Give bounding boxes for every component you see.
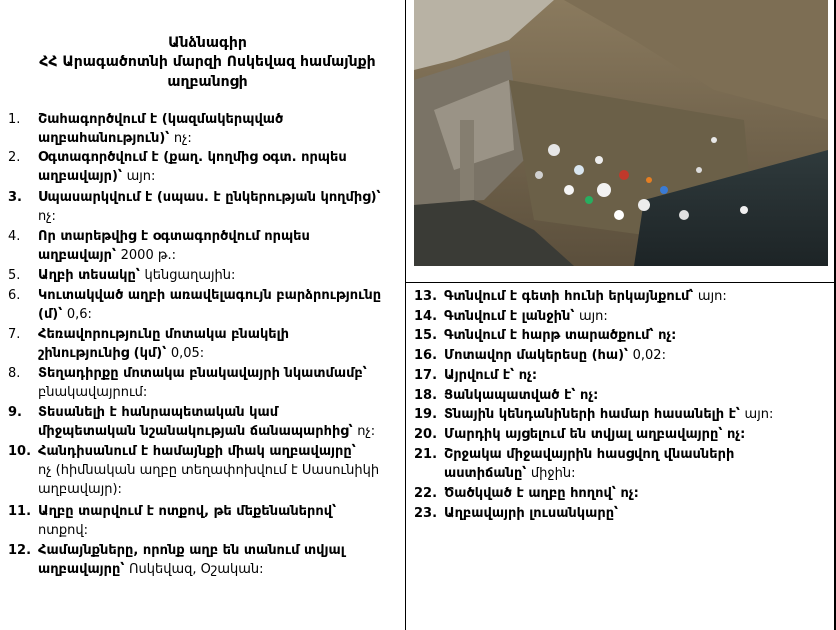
item-label: աղբավայրը՝: [38, 562, 129, 577]
item-line: [38, 383, 147, 402]
item-value: ոչ:: [620, 486, 639, 501]
item-line: [38, 246, 176, 265]
item-value: ոչ:: [357, 424, 376, 439]
item-value: ոչ (հիմնական աղբը տեղափոխվում է Սասունիկի: [38, 463, 380, 478]
item-value: ոչ:: [726, 426, 746, 442]
item-value: այո:: [744, 407, 774, 423]
item-line: [444, 346, 666, 365]
item-number: 9.: [8, 405, 22, 420]
item-label: Հանդիսանում է համայնքի միակ աղբավայրը՝: [38, 444, 356, 459]
item-line: [38, 148, 347, 167]
landfill-photo: [414, 0, 828, 266]
item-label: Տեղադիրքը մոտակա բնակավայրի նկատմամբ՝: [38, 366, 367, 381]
item-line: [38, 266, 235, 285]
item-label: Որ տարեթվից է օգտագործվում որպես: [38, 229, 310, 244]
item-value: 0,6:: [66, 307, 92, 322]
item-number: 21.: [414, 446, 438, 462]
item-line: [38, 167, 155, 186]
item-value: միջին:: [530, 466, 576, 482]
item-line: [38, 442, 356, 461]
item-label: Տնային կենդանիների համար հասանելի է՝: [444, 407, 745, 423]
item-line: [38, 227, 310, 246]
item-number: 1.: [8, 112, 21, 127]
item-line: [38, 541, 345, 560]
item-value: ոչ:: [38, 209, 56, 224]
passport-subtitle: ՀՀ Արագածոտնի մարզի Ոսկեվազ համայնքի: [39, 54, 376, 70]
item-number: 22.: [414, 486, 438, 501]
item-line: [444, 326, 676, 345]
item-label: շինությունից (կմ)՝: [38, 346, 171, 361]
item-number: 15.: [414, 328, 438, 344]
column-divider: [405, 0, 406, 630]
item-number: 5.: [8, 268, 21, 283]
landfill-photo-image: [414, 0, 828, 266]
item-value: այո:: [126, 169, 156, 184]
item-number: 12.: [8, 543, 32, 558]
item-number: 3.: [8, 190, 22, 205]
item-label: Գտնվում է հարթ տարածքում՝: [444, 328, 659, 344]
item-label: միջպետական նշանակության ճանապարհից՝: [38, 424, 358, 439]
item-label: Տեսանելի է հանրապետական կամ: [38, 405, 279, 420]
item-number: 11.: [8, 504, 32, 519]
item-number: 8.: [8, 366, 21, 381]
item-label: Հեռավորությունը մոտակա բնակելի: [38, 327, 290, 342]
item-number: 23.: [414, 505, 438, 521]
item-value: այո:: [578, 308, 608, 324]
item-line: [444, 307, 608, 326]
item-label: Շահագործվում է (կազմակերպված: [38, 112, 284, 127]
item-line: [38, 480, 122, 499]
photo-separator: [406, 282, 836, 283]
item-number: 19.: [414, 407, 438, 423]
item-line: [444, 504, 618, 523]
item-label: Օգտագործվում է (քաղ. կողմից օգտ. որպես: [38, 150, 347, 165]
item-value: ոչ:: [518, 367, 538, 383]
item-label: Սպասարկվում է (սպաս. է ընկերության կողմից)՝: [38, 190, 381, 205]
item-number: 2.: [8, 150, 21, 165]
item-line: [444, 484, 639, 503]
item-number: 7.: [8, 327, 21, 342]
item-label: աղբավայր՝: [38, 248, 121, 263]
item-value: 0,02:: [632, 348, 666, 364]
item-line: [444, 445, 734, 464]
item-line: [38, 207, 56, 226]
item-line: [38, 344, 204, 363]
item-label: (մ)՝: [38, 307, 67, 322]
item-number: 6.: [8, 288, 21, 303]
item-label: Աղբավայրի լուսանկարը՝: [444, 505, 619, 521]
item-line: [38, 188, 381, 207]
item-line: [444, 405, 773, 424]
item-line: [38, 403, 278, 422]
item-number: 10.: [8, 444, 32, 459]
item-label: աղբահանություն)՝: [38, 131, 174, 146]
item-label: Ծածկված է աղբը հողով՝: [444, 486, 621, 501]
item-line: [444, 386, 598, 405]
item-line: [38, 422, 375, 441]
item-value: ոչ:: [173, 131, 192, 146]
item-number: 13.: [414, 289, 438, 304]
item-label: Աղբի տեսակը՝: [38, 268, 145, 283]
item-value: 2000 թ.:: [120, 248, 176, 263]
item-number: 17.: [414, 367, 438, 383]
item-value: աղբավայր):: [38, 482, 122, 497]
item-label: Կուտակված աղբի առավելագույն բարձրությունը: [38, 288, 382, 303]
item-label: Մոտավոր մակերեսը (հա)՝: [444, 348, 633, 364]
passport-title: Անձնագիր: [168, 35, 247, 51]
passport-subtitle-2: աղբանոցի: [167, 74, 248, 90]
item-label: Գտնվում է լանջին՝: [444, 308, 579, 324]
item-value: այո:: [697, 289, 727, 304]
item-value: ոչ:: [580, 387, 599, 403]
item-line: [38, 502, 336, 521]
item-value: ոտքով:: [38, 523, 89, 538]
item-value: բնակավայրում:: [38, 385, 148, 400]
item-label: աստիճանը՝: [444, 466, 531, 482]
item-label: Աղբը տարվում է ոտքով, թե մեքենաներով՝: [38, 504, 337, 519]
item-number: 14.: [414, 308, 438, 324]
item-value: Ոսկեվազ, Օշական:: [128, 562, 264, 577]
item-line: [38, 305, 92, 324]
item-line: [38, 110, 283, 129]
item-line: [444, 464, 576, 483]
item-line: [38, 364, 367, 383]
item-number: 16.: [414, 348, 438, 364]
item-number: 4.: [8, 229, 21, 244]
item-label: Շրջակա միջավայրին հասցվող վնասների: [444, 446, 735, 462]
item-line: [38, 461, 379, 480]
item-label: աղբավայր)՝: [38, 169, 127, 184]
item-value: կենցաղային:: [144, 268, 236, 283]
item-line: [444, 287, 727, 306]
item-line: [38, 560, 264, 579]
item-label: Այրվում է՝: [444, 367, 519, 383]
item-line: [38, 325, 289, 344]
item-number: 20.: [414, 426, 438, 442]
item-value: ոչ:: [658, 328, 677, 344]
item-value: 0,05:: [170, 346, 205, 361]
item-number: 18.: [414, 387, 438, 403]
item-label: Ցանկապատված է՝: [444, 387, 581, 403]
item-line: [38, 129, 192, 148]
item-line: [38, 286, 381, 305]
item-line: [444, 425, 745, 444]
item-label: Գտնվում է գետի հունի երկայնքում՝: [444, 289, 698, 304]
item-label: Մարդիկ այցելում են տվյալ աղբավայրը՝: [444, 426, 727, 442]
item-line: [38, 521, 88, 540]
item-line: [444, 366, 537, 385]
item-label: Համայնքները, որոնք աղբ են տանում տվյալ: [38, 543, 345, 558]
